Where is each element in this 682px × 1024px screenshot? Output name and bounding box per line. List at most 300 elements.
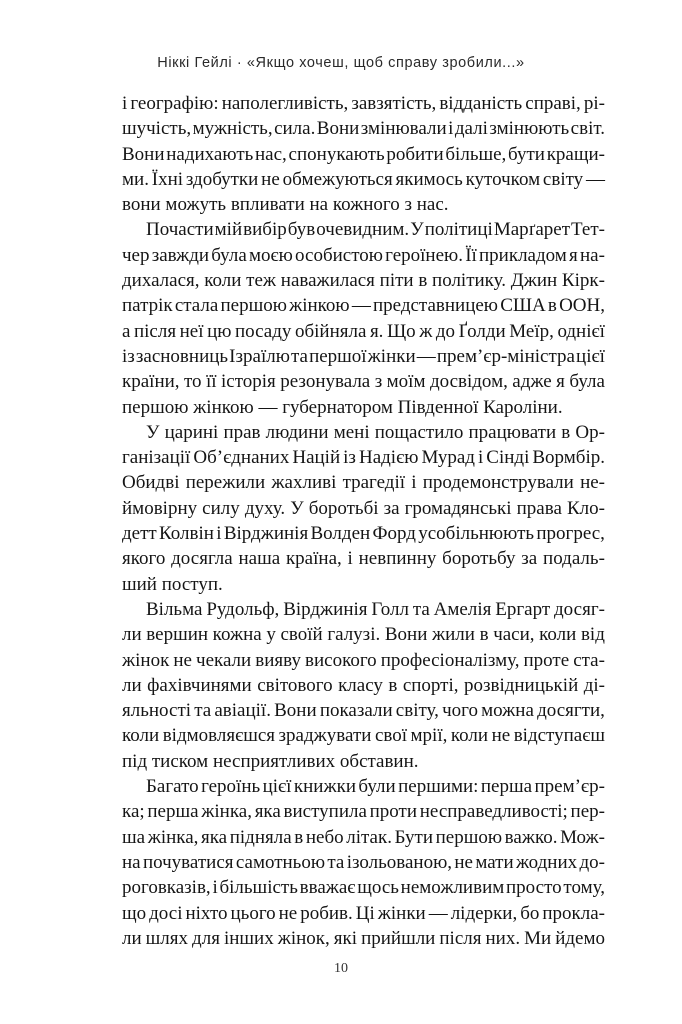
word: жахливі xyxy=(271,472,337,494)
word: Їхні xyxy=(151,168,184,190)
word: чекали xyxy=(196,649,252,671)
word: кожна xyxy=(212,624,262,646)
word: ли xyxy=(122,624,142,646)
word: я xyxy=(569,244,578,266)
word: жінкою xyxy=(289,295,350,317)
word: у xyxy=(266,624,276,646)
text-line xyxy=(122,926,605,951)
word: робити xyxy=(386,143,444,165)
word: фахівчинями xyxy=(147,674,252,696)
word: Ізраїлю xyxy=(229,345,290,367)
word: чер xyxy=(122,244,150,266)
word: та xyxy=(412,598,430,620)
word: мати xyxy=(475,851,514,873)
word: від xyxy=(580,624,605,646)
word: теж xyxy=(246,270,277,292)
word: жінок, xyxy=(277,927,330,949)
word: і xyxy=(448,118,454,140)
word: які xyxy=(333,927,358,949)
word: ніхто xyxy=(185,902,228,924)
word: героїнею. xyxy=(385,244,463,266)
word: не xyxy=(261,168,280,190)
word: книжки xyxy=(293,776,356,798)
word: яльності xyxy=(122,700,192,722)
word: Колвін xyxy=(159,523,214,545)
word: була xyxy=(211,244,247,266)
word: невпинну xyxy=(358,548,437,570)
text-line xyxy=(122,875,605,900)
text-line xyxy=(122,825,605,850)
word: Ґолди xyxy=(458,320,506,342)
text-line xyxy=(122,293,605,318)
text-line xyxy=(122,167,605,192)
word: сила. xyxy=(274,118,316,140)
word: посаду xyxy=(235,320,292,342)
page-number: 10 xyxy=(334,961,348,976)
word: свої xyxy=(374,725,407,747)
word: ли xyxy=(122,674,142,696)
word: із xyxy=(122,345,135,367)
text-line xyxy=(122,673,605,698)
word: Об’єднаних xyxy=(193,447,290,469)
word: та xyxy=(291,345,308,367)
word: прогрес, xyxy=(536,523,605,545)
word: — xyxy=(428,902,448,924)
word: високого xyxy=(305,649,377,671)
word: наша xyxy=(238,548,281,570)
word: Мурад xyxy=(421,447,475,469)
word: політиці xyxy=(424,219,493,241)
word: в xyxy=(294,826,304,848)
word: географію: xyxy=(130,93,219,114)
text-line: під тиском несприятливих обставин. xyxy=(122,750,419,772)
word: наполегливість, xyxy=(221,93,349,114)
word: громадянські xyxy=(404,497,512,519)
word: історія xyxy=(221,371,276,393)
word: Сінді xyxy=(486,447,530,469)
word: роговказів, xyxy=(122,877,211,899)
word: — xyxy=(351,295,371,317)
word: У xyxy=(290,497,304,519)
text-line xyxy=(122,799,605,824)
word: на- xyxy=(579,244,605,266)
word: коли xyxy=(204,270,242,292)
text-line xyxy=(122,142,605,167)
word: і xyxy=(411,472,417,494)
word: ізольованою, xyxy=(346,851,453,873)
word: можна xyxy=(481,700,534,722)
word: ООН, xyxy=(559,295,605,317)
word: ли xyxy=(122,927,142,949)
word: досягла xyxy=(171,548,233,570)
word: я. xyxy=(369,320,384,342)
text-line: першою жінкою — губернатором Південної Кароліни. xyxy=(122,396,563,418)
word: цього xyxy=(230,902,276,924)
word: моїм xyxy=(386,371,426,393)
text-line xyxy=(122,496,605,521)
word: Ор- xyxy=(575,421,605,443)
text-line xyxy=(122,420,605,445)
word: був xyxy=(287,219,316,241)
word: чого xyxy=(442,700,478,722)
word: і xyxy=(347,548,353,570)
word: вважає xyxy=(299,877,356,899)
word: У xyxy=(146,421,160,443)
word: ж xyxy=(419,320,433,342)
word: шучість, xyxy=(122,118,192,140)
text-line xyxy=(122,648,605,673)
word: із xyxy=(343,447,356,469)
word: піти xyxy=(379,270,414,292)
word: жили xyxy=(432,624,475,646)
word: очевидним. xyxy=(316,219,410,241)
word: я xyxy=(556,371,565,393)
word: та xyxy=(194,700,212,722)
word: в xyxy=(561,421,571,443)
word: людини xyxy=(265,421,329,443)
word: проти xyxy=(369,801,418,823)
word: спонукають xyxy=(288,143,385,165)
word: — xyxy=(585,168,605,190)
text-line xyxy=(122,774,605,799)
word: ста- xyxy=(573,649,605,671)
word: за xyxy=(521,548,538,570)
word: на xyxy=(122,851,141,873)
word: завзятість, xyxy=(351,93,437,114)
word: не xyxy=(173,649,192,671)
word: силу xyxy=(202,497,240,519)
word: виступила xyxy=(283,801,367,823)
word: мені xyxy=(333,421,370,443)
word: Ці xyxy=(355,902,375,924)
word: не xyxy=(278,902,298,924)
word: більше, xyxy=(445,143,507,165)
word: після xyxy=(133,320,177,342)
word: здобутки xyxy=(185,168,259,190)
text-line xyxy=(122,521,605,546)
word: обмежуються xyxy=(282,168,393,190)
word: прийшли xyxy=(361,927,436,949)
word: країна, xyxy=(285,548,342,570)
word: Меїр, xyxy=(509,320,554,342)
word: наважилася xyxy=(280,270,375,292)
word: що xyxy=(122,902,147,924)
word: літак. xyxy=(346,826,392,848)
word: прем’єр- xyxy=(534,776,605,798)
word: бо xyxy=(520,902,540,924)
word: якого xyxy=(122,548,166,570)
text-line xyxy=(122,850,605,875)
word: Її xyxy=(465,244,477,266)
word: світ. xyxy=(570,118,605,140)
word: Вірджинія xyxy=(223,523,309,545)
word: детт xyxy=(122,523,157,545)
text-line xyxy=(122,470,605,495)
word: вияву xyxy=(255,649,301,671)
word: США xyxy=(500,295,546,317)
word: Амелія xyxy=(433,598,492,620)
word: Вони xyxy=(384,624,428,646)
text-line xyxy=(122,268,605,293)
word: коли xyxy=(539,624,577,646)
word: права xyxy=(516,497,562,519)
word: Рудольф, xyxy=(206,598,280,620)
word: змінюють xyxy=(489,118,570,140)
word: і xyxy=(122,93,128,114)
word: не xyxy=(454,851,473,873)
word: підняла xyxy=(229,826,292,848)
word: після xyxy=(439,927,482,949)
word: Марґарет xyxy=(493,219,570,241)
word: неї xyxy=(179,320,204,342)
text-line xyxy=(122,901,605,926)
word: цієї xyxy=(576,345,605,367)
word: та xyxy=(327,851,345,873)
word: досяг- xyxy=(554,598,605,620)
word: більшість xyxy=(219,877,298,899)
word: показали xyxy=(319,700,393,722)
word: Ми xyxy=(524,927,552,949)
word: Форд xyxy=(372,523,416,545)
word: Голл xyxy=(371,598,409,620)
word: жодних xyxy=(516,851,578,873)
word: прокла- xyxy=(542,902,605,924)
word: жінок xyxy=(122,649,170,671)
text-line: вони можуть впливати на кожного з нас. xyxy=(122,194,449,216)
word: Почасти xyxy=(146,219,214,241)
word: були xyxy=(358,776,396,798)
word: ді- xyxy=(583,674,605,696)
word: з xyxy=(374,371,383,393)
word: в xyxy=(418,270,428,292)
word: Що xyxy=(386,320,416,342)
word: розвідницькій xyxy=(463,674,579,696)
word: справі, xyxy=(525,93,581,114)
word: авіації. xyxy=(214,700,271,722)
word: несправедливості; xyxy=(419,801,568,823)
word: Надією xyxy=(358,447,419,469)
word: першою xyxy=(220,295,287,317)
word: жінки xyxy=(367,345,416,367)
word: тому, xyxy=(563,877,605,899)
word: духу. xyxy=(244,497,286,519)
word: мужність, xyxy=(192,118,273,140)
word: ка; xyxy=(122,801,145,823)
word: вибір xyxy=(243,219,287,241)
word: У xyxy=(410,219,424,241)
word: рі- xyxy=(583,93,605,114)
word: самотньою xyxy=(235,851,326,873)
word: стала xyxy=(174,295,219,317)
word: продемонстрували xyxy=(422,472,574,494)
text-line: ший поступ. xyxy=(122,573,223,595)
word: першою xyxy=(435,826,503,848)
word: прав xyxy=(223,421,261,443)
word: до xyxy=(435,320,456,342)
word: світу xyxy=(542,168,584,190)
word: і xyxy=(216,523,222,545)
word: ми. xyxy=(122,168,149,190)
word: коли xyxy=(450,725,489,747)
running-header: Ніккі Гейлі · «Якщо хочеш, щоб справу зробили...» xyxy=(157,55,525,71)
word: Багато xyxy=(146,776,199,798)
word: перша xyxy=(480,776,533,798)
word: мрії, xyxy=(410,725,448,747)
word: не- xyxy=(580,472,605,494)
word: боротьбі xyxy=(308,497,379,519)
word: вершин xyxy=(146,624,209,646)
word: завжди xyxy=(151,244,210,266)
word: а xyxy=(122,320,131,342)
text-line xyxy=(122,622,605,647)
word: надихають xyxy=(166,143,254,165)
word: подаль- xyxy=(543,548,605,570)
word: часи, xyxy=(493,624,535,646)
word: Націй xyxy=(292,447,341,469)
word: представницею xyxy=(372,295,499,317)
word: країни, xyxy=(122,371,180,393)
word: перша xyxy=(147,801,199,823)
text-line xyxy=(122,369,605,394)
word: її xyxy=(206,371,217,393)
word: жінка, xyxy=(201,801,252,823)
word: щось xyxy=(357,877,399,899)
word: професіоналізму, xyxy=(380,649,520,671)
word: жінка, xyxy=(147,826,199,848)
word: спорті, xyxy=(402,674,459,696)
word: Мож- xyxy=(560,826,605,848)
word: Джин xyxy=(510,270,558,292)
word: своїй xyxy=(280,624,323,646)
word: прем’єр-міністра xyxy=(436,345,575,367)
word: працювати xyxy=(468,421,557,443)
text-line xyxy=(122,597,605,622)
word: відмовляєшся xyxy=(162,725,276,747)
word: до- xyxy=(579,851,605,873)
word: Ергарт xyxy=(495,598,551,620)
word: резонувала xyxy=(280,371,371,393)
word: Вони xyxy=(316,118,360,140)
word: Вірджинія xyxy=(283,598,368,620)
word: обійняла xyxy=(294,320,367,342)
word: кращи- xyxy=(546,143,605,165)
word: класу xyxy=(338,674,383,696)
text-line xyxy=(122,319,605,344)
word: цю xyxy=(207,320,232,342)
word: відданість xyxy=(439,93,523,114)
word: Вільма xyxy=(146,598,203,620)
word: моєю xyxy=(248,244,293,266)
word: далі xyxy=(454,118,488,140)
word: змінювали xyxy=(360,118,447,140)
text-line xyxy=(122,344,605,369)
text-line xyxy=(122,546,605,571)
word: мій xyxy=(214,219,243,241)
word: Волден xyxy=(310,523,371,545)
text-line xyxy=(122,217,605,242)
word: і xyxy=(212,877,218,899)
word: якимось xyxy=(395,168,463,190)
word: героїнь xyxy=(201,776,261,798)
word: пер- xyxy=(570,801,605,823)
word: бути xyxy=(508,143,545,165)
word: не xyxy=(491,725,511,747)
word: Бути xyxy=(394,826,434,848)
word: царині xyxy=(164,421,219,443)
word: куточком xyxy=(465,168,541,190)
word: яка xyxy=(201,826,228,848)
word: ша xyxy=(122,826,146,848)
word: Обидві xyxy=(122,472,180,494)
word: почуватися xyxy=(142,851,234,873)
word: трагедії xyxy=(342,472,406,494)
word: першими: xyxy=(398,776,479,798)
word: небо xyxy=(305,826,344,848)
word: прикладом xyxy=(479,244,567,266)
word: світового xyxy=(257,674,333,696)
word: шлях xyxy=(145,927,189,949)
word: яка xyxy=(254,801,281,823)
page-body-text xyxy=(122,91,605,951)
word: в xyxy=(388,674,398,696)
word: за xyxy=(383,497,400,519)
text-line xyxy=(122,723,605,748)
word: ймовірну xyxy=(122,497,198,519)
word: ганізації xyxy=(122,447,191,469)
word: галузі. xyxy=(327,624,381,646)
word: просто xyxy=(506,877,562,899)
word: Вормбір. xyxy=(532,447,605,469)
word: Вони xyxy=(122,143,165,165)
word: них. xyxy=(485,927,521,949)
word: — xyxy=(416,345,436,367)
text-line xyxy=(122,698,605,723)
word: робив. xyxy=(300,902,353,924)
word: засновниць xyxy=(135,345,229,367)
word: першої xyxy=(309,345,367,367)
word: усобільнюють xyxy=(418,523,535,545)
word: Кло- xyxy=(566,497,605,519)
word: неможливим xyxy=(400,877,505,899)
word: пощастило xyxy=(374,421,464,443)
word: дихалася, xyxy=(122,270,200,292)
word: досягти, xyxy=(537,700,605,722)
word: пережили xyxy=(185,472,266,494)
word: однієї xyxy=(557,320,605,342)
word: світу, xyxy=(395,700,439,722)
word: патрік xyxy=(122,295,173,317)
text-line xyxy=(122,243,605,268)
word: для xyxy=(192,927,220,949)
word: відступаєш xyxy=(513,725,605,747)
word: важко. xyxy=(504,826,558,848)
word: Кірк- xyxy=(561,270,605,292)
word: і xyxy=(477,447,484,469)
word: була xyxy=(569,371,605,393)
text-line xyxy=(122,91,605,116)
word: адже xyxy=(512,371,552,393)
word: йдемо xyxy=(555,927,605,949)
word: зраджувати xyxy=(278,725,372,747)
word: досі xyxy=(149,902,183,924)
word: коли xyxy=(122,725,160,747)
word: цієї xyxy=(262,776,292,798)
word: досвідом, xyxy=(429,371,508,393)
word: Тет- xyxy=(571,219,605,241)
word: боротьбу xyxy=(442,548,516,570)
word: то xyxy=(183,371,202,393)
word: проте xyxy=(523,649,570,671)
